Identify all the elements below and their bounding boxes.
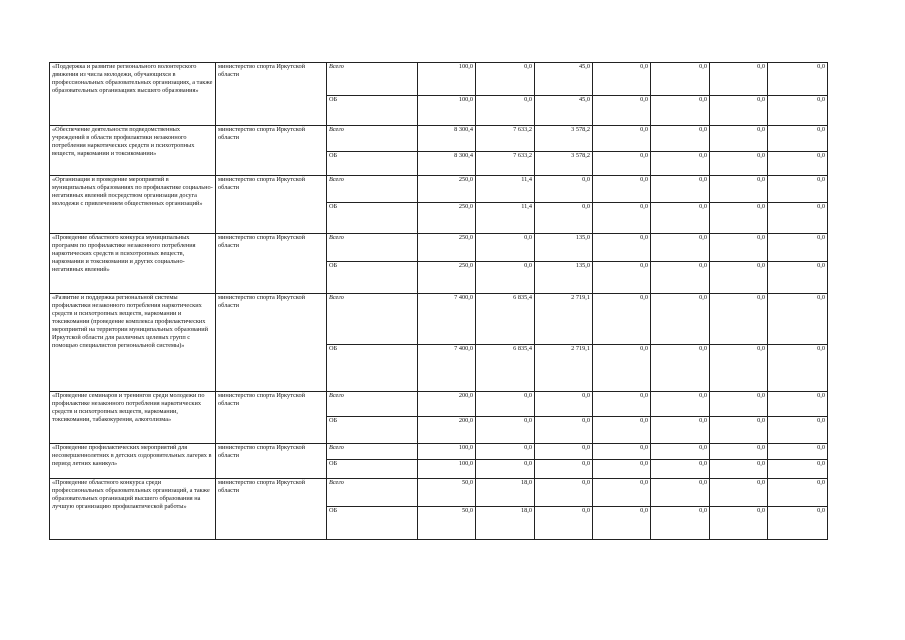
responsible-organization: министерство спорта Иркутской области	[216, 126, 327, 176]
amount-cell: 0,0	[651, 63, 710, 96]
funding-source: Всего	[327, 126, 418, 152]
funding-source: ОБ	[327, 96, 418, 126]
responsible-organization: министерство спорта Иркутской области	[216, 392, 327, 444]
amount-cell: 200,0	[418, 392, 476, 417]
table-row-total	[50, 479, 828, 507]
amount-cell: 0,0	[651, 345, 710, 392]
amount-cell: 200,0	[418, 417, 476, 444]
amount-cell: 0,0	[535, 444, 593, 460]
amount-cell: 0,0	[593, 262, 651, 294]
amount-cell: 7 400,0	[418, 294, 476, 345]
amount-cell: 0,0	[651, 176, 710, 203]
table-row-total	[50, 176, 828, 203]
funding-source: ОБ	[327, 345, 418, 392]
amount-cell: 0,0	[651, 203, 710, 234]
amount-cell: 0,0	[768, 294, 828, 345]
amount-cell: 0,0	[710, 460, 768, 479]
amount-cell: 0,0	[651, 507, 710, 540]
amount-cell: 8 300,4	[418, 152, 476, 176]
amount-cell: 7 400,0	[418, 345, 476, 392]
amount-cell: 0,0	[710, 176, 768, 203]
amount-cell: 0,0	[768, 460, 828, 479]
amount-cell: 0,0	[768, 176, 828, 203]
amount-cell: 0,0	[651, 392, 710, 417]
amount-cell: 100,0	[418, 460, 476, 479]
table-row-total	[50, 126, 828, 152]
amount-cell: 100,0	[418, 63, 476, 96]
funding-source: Всего	[327, 294, 418, 345]
amount-cell: 0,0	[593, 444, 651, 460]
amount-cell: 0,0	[651, 126, 710, 152]
amount-cell: 0,0	[710, 203, 768, 234]
amount-cell: 100,0	[418, 444, 476, 460]
responsible-organization: министерство спорта Иркутской области	[216, 63, 327, 126]
amount-cell: 135,0	[535, 262, 593, 294]
amount-cell: 0,0	[768, 203, 828, 234]
amount-cell: 0,0	[593, 126, 651, 152]
amount-cell: 135,0	[535, 234, 593, 262]
amount-cell: 0,0	[768, 234, 828, 262]
amount-cell: 0,0	[476, 444, 535, 460]
amount-cell: 0,0	[710, 63, 768, 96]
activity-title: «Проведение областного конкурса муниципальных программ по профилактике незаконного потребления наркотических средств и психотропных веществ, наркомании и токсикомании и других социально-негативных явлений»	[50, 234, 216, 294]
amount-cell: 0,0	[768, 417, 828, 444]
activity-title: «Проведение семинаров и тренингов среди молодежи по профилактике незаконного потребления наркотических средств и психотропных веществ, наркомании, токсикомании, табакокурения, алкоголизма»	[50, 392, 216, 444]
amount-cell: 250,0	[418, 203, 476, 234]
amount-cell: 0,0	[768, 152, 828, 176]
activity-title: «Обеспечение деятельности подведомственных учреждений в области профилактики незаконного потребления наркотических средств и психотропных веществ, наркомании и токсикомании»	[50, 126, 216, 176]
amount-cell: 0,0	[593, 392, 651, 417]
amount-cell: 0,0	[651, 294, 710, 345]
amount-cell: 7 633,2	[476, 152, 535, 176]
amount-cell: 0,0	[593, 417, 651, 444]
activity-title: «Организация и проведение мероприятий в муниципальных образованиях по профилактике социально-негативных явлений посредством организации досуга молодежи с привлечением общественных организаций»	[50, 176, 216, 234]
amount-cell: 45,0	[535, 63, 593, 96]
amount-cell: 3 578,2	[535, 126, 593, 152]
responsible-organization: министерство спорта Иркутской области	[216, 294, 327, 392]
amount-cell: 0,0	[476, 417, 535, 444]
amount-cell: 0,0	[768, 444, 828, 460]
program-funding-table	[49, 62, 828, 540]
table-row-total	[50, 234, 828, 262]
amount-cell: 0,0	[710, 507, 768, 540]
amount-cell: 6 835,4	[476, 345, 535, 392]
amount-cell: 0,0	[593, 96, 651, 126]
funding-source: Всего	[327, 63, 418, 96]
amount-cell: 0,0	[710, 152, 768, 176]
funding-source: ОБ	[327, 417, 418, 444]
amount-cell: 0,0	[593, 63, 651, 96]
funding-source: Всего	[327, 392, 418, 417]
amount-cell: 11,4	[476, 203, 535, 234]
amount-cell: 0,0	[535, 392, 593, 417]
amount-cell: 0,0	[593, 203, 651, 234]
amount-cell: 0,0	[768, 507, 828, 540]
amount-cell: 18,0	[476, 479, 535, 507]
amount-cell: 0,0	[651, 460, 710, 479]
funding-source: Всего	[327, 444, 418, 460]
amount-cell: 0,0	[593, 234, 651, 262]
amount-cell: 0,0	[593, 460, 651, 479]
amount-cell: 8 300,4	[418, 126, 476, 152]
amount-cell: 0,0	[535, 507, 593, 540]
amount-cell: 0,0	[768, 262, 828, 294]
amount-cell: 3 578,2	[535, 152, 593, 176]
amount-cell: 0,0	[476, 460, 535, 479]
responsible-organization: министерство спорта Иркутской области	[216, 479, 327, 540]
amount-cell: 0,0	[593, 176, 651, 203]
amount-cell: 0,0	[593, 479, 651, 507]
amount-cell: 0,0	[651, 444, 710, 460]
funding-source: Всего	[327, 479, 418, 507]
amount-cell: 250,0	[418, 176, 476, 203]
funding-source: Всего	[327, 176, 418, 203]
amount-cell: 7 633,2	[476, 126, 535, 152]
amount-cell: 11,4	[476, 176, 535, 203]
amount-cell: 0,0	[476, 234, 535, 262]
amount-cell: 0,0	[651, 262, 710, 294]
amount-cell: 0,0	[710, 479, 768, 507]
amount-cell: 0,0	[710, 392, 768, 417]
amount-cell: 0,0	[535, 417, 593, 444]
responsible-organization: министерство спорта Иркутской области	[216, 234, 327, 294]
amount-cell: 0,0	[651, 152, 710, 176]
amount-cell: 0,0	[710, 96, 768, 126]
amount-cell: 0,0	[710, 444, 768, 460]
amount-cell: 0,0	[476, 96, 535, 126]
amount-cell: 250,0	[418, 262, 476, 294]
amount-cell: 0,0	[710, 294, 768, 345]
table-row-total	[50, 63, 828, 96]
amount-cell: 0,0	[768, 126, 828, 152]
responsible-organization: министерство спорта Иркутской области	[216, 444, 327, 479]
amount-cell: 0,0	[535, 479, 593, 507]
amount-cell: 0,0	[710, 234, 768, 262]
amount-cell: 0,0	[535, 460, 593, 479]
amount-cell: 0,0	[768, 345, 828, 392]
amount-cell: 0,0	[651, 479, 710, 507]
funding-source: ОБ	[327, 203, 418, 234]
funding-source: ОБ	[327, 262, 418, 294]
amount-cell: 0,0	[710, 345, 768, 392]
amount-cell: 0,0	[651, 417, 710, 444]
amount-cell: 2 719,1	[535, 294, 593, 345]
table-row-total	[50, 392, 828, 417]
amount-cell: 0,0	[768, 63, 828, 96]
amount-cell: 50,0	[418, 507, 476, 540]
amount-cell: 0,0	[710, 126, 768, 152]
amount-cell: 0,0	[710, 262, 768, 294]
funding-source: ОБ	[327, 152, 418, 176]
activity-title: «Проведение профилактических мероприятий для несовершеннолетних в детских оздоровительных лагерях в период летних каникул»	[50, 444, 216, 479]
amount-cell: 0,0	[593, 294, 651, 345]
table-body	[50, 63, 828, 540]
activity-title: «Проведение областного конкурса среди профессиональных образовательных организаций, а также образовательных организаций высшего образования на лучшую организацию профилактической работы»	[50, 479, 216, 540]
amount-cell: 2 719,1	[535, 345, 593, 392]
amount-cell: 0,0	[593, 345, 651, 392]
amount-cell: 0,0	[651, 96, 710, 126]
amount-cell: 0,0	[593, 507, 651, 540]
amount-cell: 0,0	[476, 63, 535, 96]
amount-cell: 6 835,4	[476, 294, 535, 345]
table-row-total	[50, 294, 828, 345]
funding-source: ОБ	[327, 507, 418, 540]
table-row-total	[50, 444, 828, 460]
activity-title: «Развитие и поддержка региональной системы профилактики незаконного потребления наркотических средств и психотропных веществ, наркомании и токсикомании (проведение комплекса профилактических мероприятий на территории муниципальных образований Иркутской области для различных целевых групп с помощью специалистов региональной системы)»	[50, 294, 216, 392]
funding-source: ОБ	[327, 460, 418, 479]
amount-cell: 0,0	[651, 234, 710, 262]
amount-cell: 0,0	[593, 152, 651, 176]
amount-cell: 0,0	[710, 417, 768, 444]
amount-cell: 45,0	[535, 96, 593, 126]
amount-cell: 250,0	[418, 234, 476, 262]
activity-title: «Поддержка и развитие регионального волонтерского движения из числа молодежи, обучающихся в профессиональных образовательных организациях, а также образовательных организациях высшего образования»	[50, 63, 216, 126]
funding-source: Всего	[327, 234, 418, 262]
amount-cell: 0,0	[476, 392, 535, 417]
amount-cell: 18,0	[476, 507, 535, 540]
amount-cell: 0,0	[535, 203, 593, 234]
amount-cell: 0,0	[535, 176, 593, 203]
amount-cell: 0,0	[476, 262, 535, 294]
responsible-organization: министерство спорта Иркутской области	[216, 176, 327, 234]
amount-cell: 0,0	[768, 479, 828, 507]
amount-cell: 0,0	[768, 392, 828, 417]
amount-cell: 50,0	[418, 479, 476, 507]
amount-cell: 0,0	[768, 96, 828, 126]
amount-cell: 100,0	[418, 96, 476, 126]
